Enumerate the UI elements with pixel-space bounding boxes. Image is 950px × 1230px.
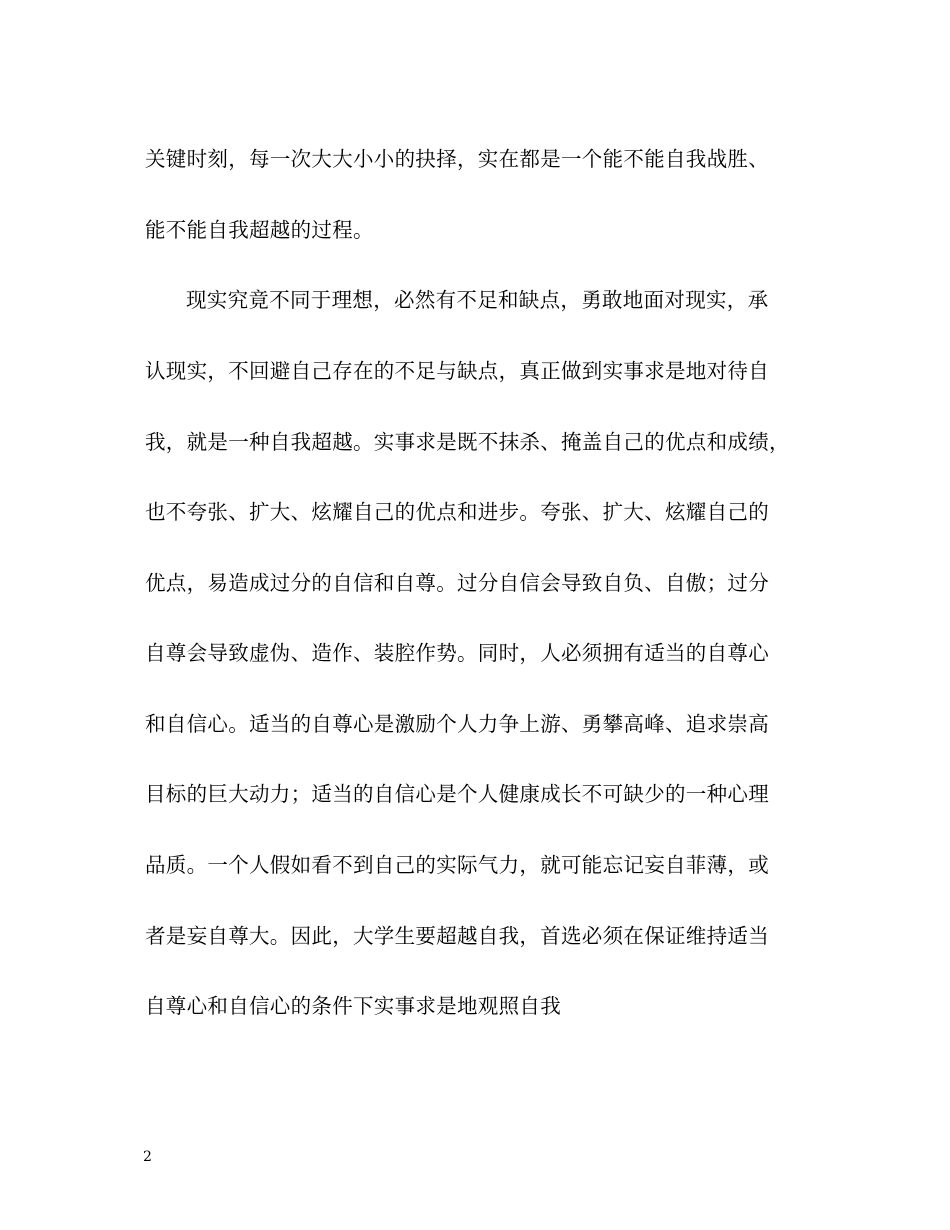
text-line: 也不夸张、扩大、炫耀自己的优点和进步。夸张、扩大、炫耀自己的 — [145, 500, 769, 524]
text-line: 优点，易造成过分的自信和自尊。过分自信会导致自负、自傲；过分 — [145, 571, 769, 595]
text-line: 自尊会导致虚伪、造作、装腔作势。同时，人必须拥有适当的自尊心 — [145, 641, 769, 665]
page-number: 2 — [143, 1149, 152, 1165]
text-line: 自尊心和自信心的条件下实事求是地观照自我 — [145, 994, 561, 1018]
text-line: 者是妄自尊大。因此，大学生要超越自我，首选必须在保证维持适当 — [145, 924, 769, 948]
text-line: 和自信心。适当的自尊心是激励个人力争上游、勇攀高峰、追求崇高 — [145, 712, 769, 736]
text-line: 品质。一个人假如看不到自己的实际气力，就可能忘记妄自菲薄，或 — [145, 853, 769, 877]
text-line: 我，就是一种自我超越。实事求是既不抹杀、掩盖自己的优点和成绩， — [145, 430, 790, 454]
text-line: 能不能自我超越的过程。 — [145, 218, 374, 242]
text-line: 认现实，不回避自己存在的不足与缺点，真正做到实事求是地对待自 — [145, 359, 769, 383]
text-line: 关键时刻，每一次大大小小的抉择，实在都是一个能不能自我战胜、 — [145, 147, 769, 171]
text-line: 目标的巨大动力；适当的自信心是个人健康成长不可缺少的一种心理 — [145, 782, 769, 806]
paragraph-first-line: 现实究竟不同于理想，必然有不足和缺点，勇敢地面对现实，承 — [186, 288, 769, 312]
